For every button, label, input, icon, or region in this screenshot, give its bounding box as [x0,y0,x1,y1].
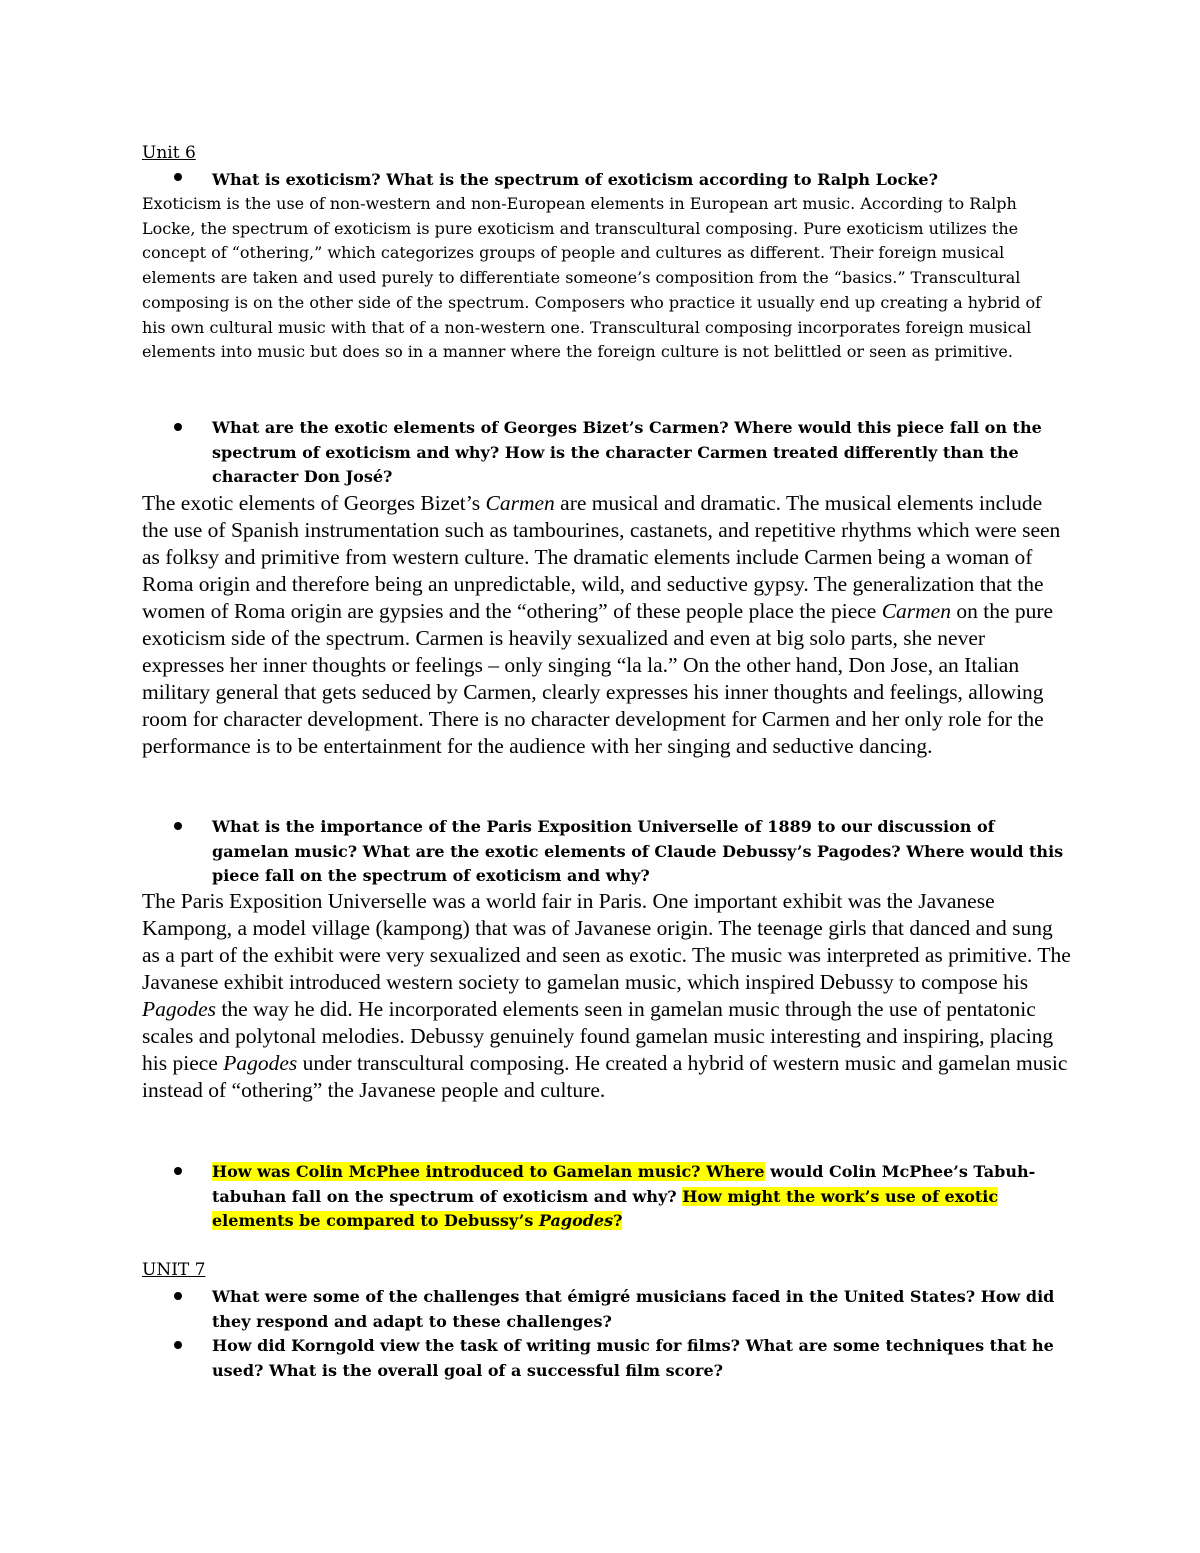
highlighted-question-text: How might the work’s use of exotic elements be compared to Debussy’s [212,1186,999,1230]
unit6-question-1: What is exoticism? What is the spectrum of exoticism according to Ralph Locke? [212,170,938,189]
unit-6-heading: Unit 6 [142,143,196,163]
work-title-carmen: Carmen [881,599,951,623]
answer-text: on the pure exoticism side of the spectrum. Carmen is heavily sexualized and even at big solo parts, she never expresses her inner thoughts or feelings – only singing “la la.” On the other hand, Don Jose, an Italian military general that gets seduced by Carmen, clearly expresses his inner thoughts and feelings, allowing room for character development. There is no character development for Carmen and her only role for the performance is to be entertainment for the audience with her singing and seductive dancing. [142,599,1054,758]
bullet-icon [174,1290,184,1300]
answer-text: the way he did. He incorporated elements seen in gamelan music through the use of pentatonic scales and polytonal melodies. Debussy genuinely found gamelan music interesting and inspiring, placing his piece [142,997,1054,1075]
work-title-carmen: Carmen [485,491,555,515]
answer-text: are musical and dramatic. The musical elements include the use of Spanish instrumentation such as tambourines, castanets, and repetitive rhythms which were seen as folksy and primitive from western culture. The dramatic elements include Carmen being a woman of Roma origin and therefore being an unpredictable, wild, and seductive gypsy. The generalization that the women of Roma origin are gypsies and the “othering” of these people place the piece [142,491,1061,623]
unit7-question-1: What were some of the challenges that émigré musicians faced in the United States? How did they respond and adapt to these challenges? [212,1287,1055,1331]
unit6-question-2: What are the exotic elements of Georges Bizet’s Carmen? Where would this piece fall on the spectrum of exoticism and why? How is the character Carmen treated differently than the character Don José? [212,418,1042,486]
unit-7-heading: UNIT 7 [142,1260,206,1280]
unit6-question-3: What is the importance of the Paris Exposition Universelle of 1889 to our discussion of gamelan music? What are the exotic elements of Claude Debussy’s Pagodes? Where would this piece fall on the spectrum of exoticism and why? [212,817,1064,885]
highlighted-text: How was Colin McPhee introduced to Gamelan music? Where [212,1162,765,1181]
answer-text: The Paris Exposition Universelle was a world fair in Paris. One important exhibit was the Javanese Kampong, a model village (kampong) that was of Javanese origin. The teenage girls that danced and sung as a part of the exhibit were very sexualized and seen as exotic. The music was interpreted as primitive. The Javanese exhibit introduced western society to gamelan music, which inspired Debussy to compose his [142,889,1071,994]
work-title-pagodes: Pagodes [538,1211,614,1230]
answer-text: under transcultural composing. He created a hybrid of western music and gamelan music instead of “othering” the Javanese people and culture. [142,1051,1068,1102]
unit6-answer-3 [142,888,1072,1104]
work-title-pagodes: Pagodes [223,1051,298,1075]
unit6-question-4 [212,1160,1072,1234]
answer-text: The exotic elements of Georges Bizet’s [142,491,486,515]
question-text: would Colin McPhee’s Tabuh-tabuhan fall on the spectrum of exoticism and why? [212,1162,1036,1206]
unit6-answer-1: Exoticism is the use of non-western and non-European elements in European art music. According to Ralph Locke, the spectrum of exoticism is pure exoticism and transcultural composing. Pure exoticism utilizes the concept of “othering,” which categorizes groups of people and cultures as different. Their foreign musical elements are taken and used purely to differentiate someone’s composition from the “basics.” Transcultural composing is on the other side of the spectrum. Composers who practice it usually end up creating a hybrid of his own cultural music with that of a non-western one. Transcultural composing incorporates foreign musical elements into music but does so in a manner where the foreign culture is not belittled or seen as primitive. [142,194,1042,362]
bullet-icon [174,1339,184,1349]
unit7-question-2: How did Korngold view the task of writing music for films? What are some techniques that he used? What is the overall goal of a successful film score? [212,1336,1054,1380]
bullet-icon [174,1165,184,1175]
bullet-icon [174,171,184,181]
question-mark: ? [613,1211,623,1230]
work-title-pagodes: Pagodes [142,997,217,1021]
unit6-answer-2 [142,490,1072,760]
bullet-icon [174,820,184,830]
bullet-icon [174,421,184,431]
